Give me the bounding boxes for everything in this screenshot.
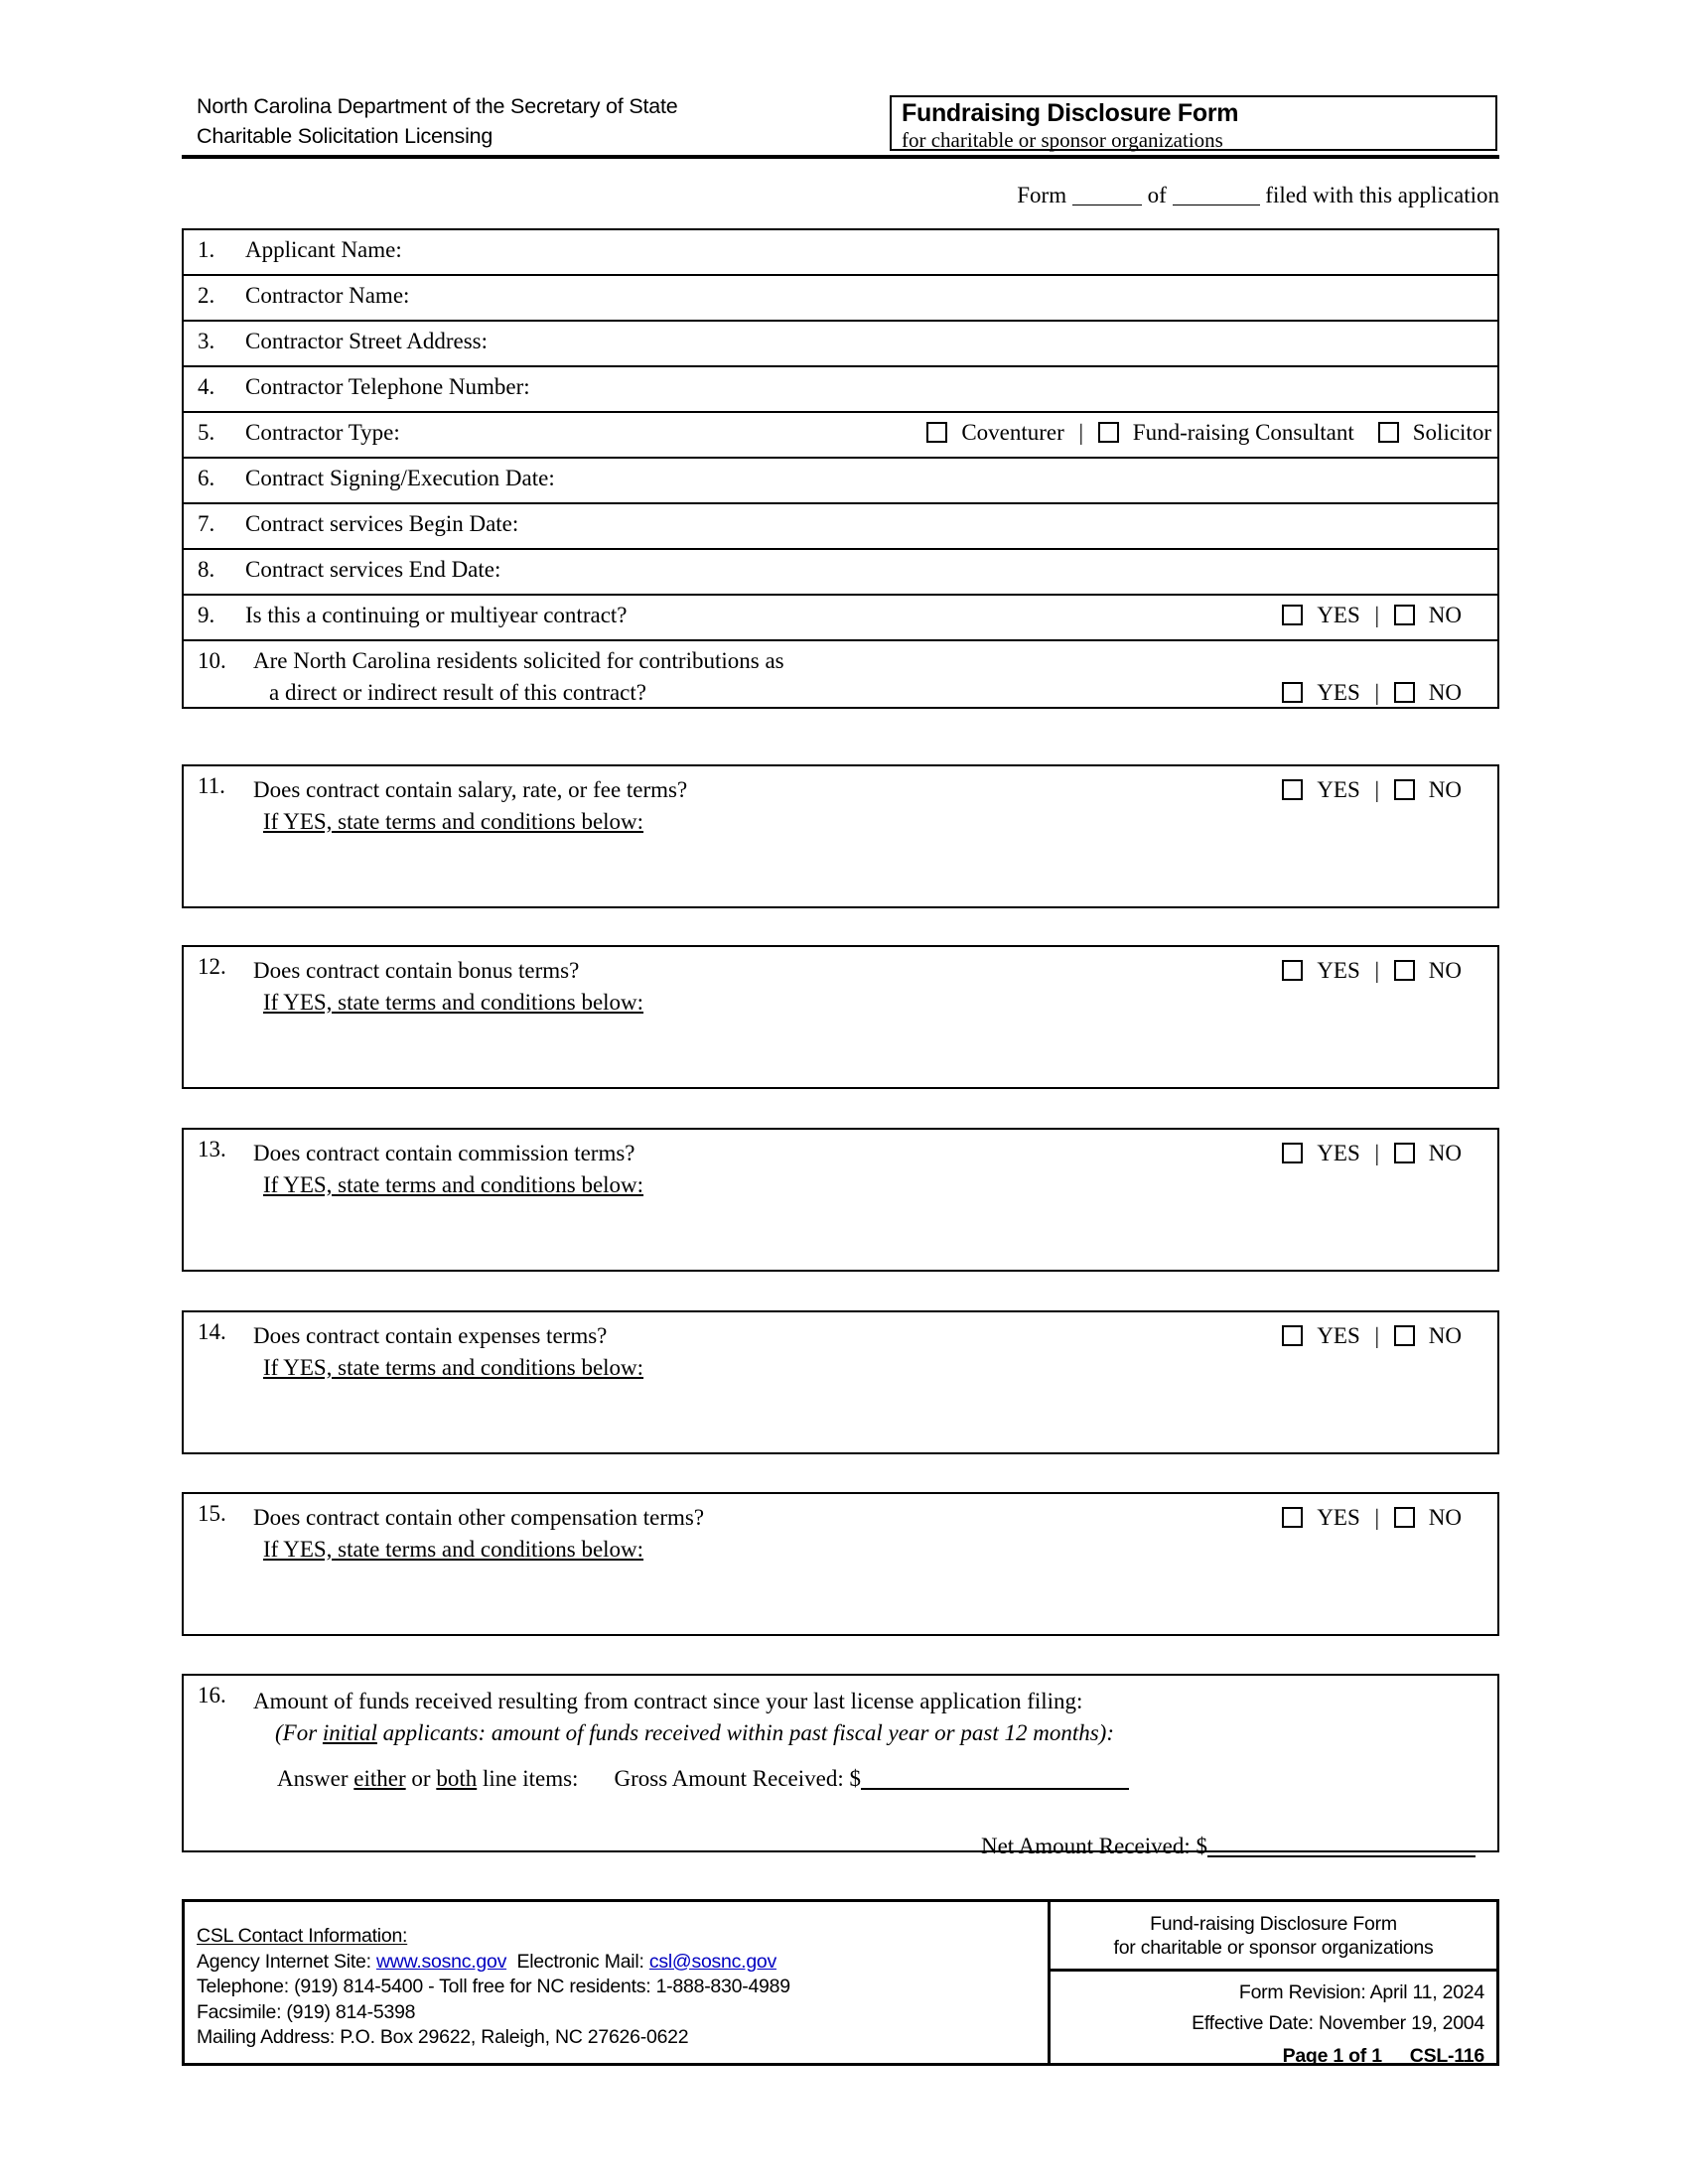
gross-currency-symbol: $ xyxy=(849,1766,861,1791)
row-label: Contractor Name: xyxy=(245,283,410,308)
page-subtitle: for charitable or sponsor organizations xyxy=(902,128,1223,152)
net-amount-input[interactable] xyxy=(1207,1855,1476,1857)
footer-form-title xyxy=(1051,1902,1496,1972)
no-label: NO xyxy=(1428,603,1462,627)
yes-label: YES xyxy=(1317,603,1360,627)
question-instruction: If YES, state terms and conditions below: xyxy=(263,809,644,834)
yes-no-group-q12 xyxy=(1282,955,1462,987)
answer-both: both xyxy=(436,1766,478,1791)
yes-label: YES xyxy=(1317,1141,1360,1165)
form-count-line xyxy=(182,183,1501,208)
yn-separator: | xyxy=(1374,958,1380,983)
question-number: 16. xyxy=(198,1683,226,1707)
no-label: NO xyxy=(1428,958,1462,983)
agency-site-label: Agency Internet Site: xyxy=(197,1950,371,1973)
row-label: Applicant Name: xyxy=(245,237,402,262)
question-instruction: If YES, state terms and conditions below: xyxy=(263,1172,644,1197)
row-contractor-telephone-number[interactable] xyxy=(184,367,1497,413)
row-label: Contractor Telephone Number: xyxy=(245,374,530,399)
funds-note-post: applicants: amount of funds received within past fiscal year or past 12 months): xyxy=(376,1720,1114,1745)
row-contractor-name[interactable] xyxy=(184,276,1497,322)
yes-no-group-q15 xyxy=(1282,1502,1462,1534)
funds-heading-group xyxy=(184,1686,1497,1749)
answer-post: line items: xyxy=(477,1766,579,1791)
agency-identification xyxy=(197,91,882,151)
question-number: 13. xyxy=(198,1137,226,1161)
applicant-contract-details-block xyxy=(182,228,1499,709)
row-contractor-type xyxy=(184,413,1497,459)
checkbox-fund-raising-consultant[interactable] xyxy=(1098,422,1119,443)
gross-amount-input[interactable] xyxy=(861,1788,1129,1790)
checkbox-no[interactable] xyxy=(1394,960,1415,981)
no-label: NO xyxy=(1428,1505,1462,1530)
checkbox-yes[interactable] xyxy=(1282,682,1303,703)
yn-separator: | xyxy=(1374,1323,1380,1348)
agency-internet-line xyxy=(197,1950,1048,1976)
funds-note-pre: (For xyxy=(275,1720,323,1745)
yes-no-group-q9 xyxy=(1282,600,1462,631)
net-amount-row xyxy=(253,1831,1497,1862)
form-revision-panel xyxy=(1051,1972,1496,2072)
row-label: Contract services Begin Date: xyxy=(245,511,519,536)
form-count-prefix: Form xyxy=(1017,183,1067,207)
no-label: NO xyxy=(1428,1141,1462,1165)
answer-area-q15[interactable] xyxy=(184,1573,1497,1634)
gross-amount-row xyxy=(253,1763,1497,1795)
row-nc-residents-solicited xyxy=(184,641,1497,707)
yes-label: YES xyxy=(1317,958,1360,983)
email-link[interactable]: csl@sosnc.gov xyxy=(648,1950,777,1973)
checkbox-no[interactable] xyxy=(1394,1325,1415,1346)
row-label: Contract Signing/Execution Date: xyxy=(245,466,555,490)
answer-instruction xyxy=(253,1763,579,1795)
question-number: 15. xyxy=(198,1501,226,1526)
row-continuing-multiyear-contract xyxy=(184,596,1497,641)
question-text: Does contract contain bonus terms? xyxy=(253,958,580,983)
row-label-line2: a direct or indirect result of this contract? xyxy=(269,680,646,705)
yes-label: YES xyxy=(1317,1323,1360,1348)
question-block-13 xyxy=(182,1128,1499,1272)
question-number: 14. xyxy=(198,1319,226,1344)
form-title-box xyxy=(890,95,1497,151)
mailing-address-line: Mailing Address: P.O. Box 29622, Raleigh, NC 27626-0622 xyxy=(197,2026,689,2048)
checkbox-label-coventurer: Coventurer xyxy=(961,420,1064,445)
question-block-14 xyxy=(182,1310,1499,1454)
question-text: Does contract contain expenses terms? xyxy=(253,1323,608,1348)
row-number: 8. xyxy=(198,557,215,582)
agency-line-2: Charitable Solicitation Licensing xyxy=(197,124,493,148)
checkbox-yes[interactable] xyxy=(1282,1143,1303,1163)
checkbox-solicitor[interactable] xyxy=(1378,422,1399,443)
gross-amount-label: Gross Amount Received: xyxy=(614,1766,844,1791)
form-code: CSL-116 xyxy=(1409,2045,1484,2067)
answer-mid: or xyxy=(405,1766,437,1791)
question-block-12 xyxy=(182,945,1499,1089)
question-text: Does contract contain commission terms? xyxy=(253,1141,635,1165)
yes-no-group-q13 xyxy=(1282,1138,1462,1169)
page-header xyxy=(182,95,1499,159)
checkbox-yes[interactable] xyxy=(1282,1507,1303,1528)
checkbox-label-solicitor: Solicitor xyxy=(1412,420,1491,445)
page-and-code xyxy=(1055,2039,1484,2072)
row-label: Is this a continuing or multiyear contract? xyxy=(245,603,628,627)
footer-form-title-line1: Fund-raising Disclosure Form xyxy=(1150,1913,1397,1935)
form-count-suffix: filed with this application xyxy=(1265,183,1499,207)
row-number: 1. xyxy=(198,237,215,262)
page-title: Fundraising Disclosure Form xyxy=(902,99,1239,127)
yes-no-group-q10 xyxy=(1282,677,1462,709)
agency-line-1: North Carolina Department of the Secretary of State xyxy=(197,94,678,118)
yes-no-group-q14 xyxy=(1282,1320,1462,1352)
page-number: Page 1 of 1 xyxy=(1282,2045,1382,2067)
telephone-line: Telephone: (919) 814-5400 - Toll free for NC residents: 1-888-830-4989 xyxy=(197,1976,790,1997)
checkbox-yes[interactable] xyxy=(1282,1325,1303,1346)
row-label: Contractor Street Address: xyxy=(245,329,489,353)
form-count-middle: of xyxy=(1147,183,1167,207)
question-block-11 xyxy=(182,764,1499,908)
checkbox-no[interactable] xyxy=(1394,605,1415,625)
checkbox-yes[interactable] xyxy=(1282,779,1303,800)
form-identification-panel xyxy=(1051,1902,1496,2067)
yes-no-group-q11 xyxy=(1282,774,1462,806)
question-number: 12. xyxy=(198,954,226,979)
answer-area-q11[interactable] xyxy=(184,846,1497,906)
yn-separator: | xyxy=(1374,1141,1380,1165)
row-label-line1: Are North Carolina residents solicited for contributions as xyxy=(253,648,784,673)
yes-label: YES xyxy=(1317,680,1360,705)
yn-separator: | xyxy=(1374,1505,1380,1530)
footer-form-title-line2: for charitable or sponsor organizations xyxy=(1113,1937,1434,1959)
question-number: 11. xyxy=(198,773,225,798)
question-instruction: If YES, state terms and conditions below: xyxy=(263,990,644,1015)
row-number: 7. xyxy=(198,511,215,536)
row-number: 3. xyxy=(198,329,215,353)
type-separator: | xyxy=(1078,420,1084,445)
checkbox-no[interactable] xyxy=(1394,1507,1415,1528)
no-label: NO xyxy=(1428,1323,1462,1348)
yes-label: YES xyxy=(1317,1505,1360,1530)
row-number: 9. xyxy=(198,603,215,627)
question-instruction: If YES, state terms and conditions below: xyxy=(263,1537,644,1562)
row-label: Contract services End Date: xyxy=(245,557,501,582)
checkbox-no[interactable] xyxy=(1394,1143,1415,1163)
row-contractor-street-address[interactable] xyxy=(184,322,1497,367)
funds-note-emphasis: initial xyxy=(322,1720,377,1745)
checkbox-coventurer[interactable] xyxy=(926,422,947,443)
funds-note xyxy=(253,1717,1497,1749)
question-text: Does contract contain salary, rate, or fee terms? xyxy=(253,777,688,802)
no-label: NO xyxy=(1428,777,1462,802)
no-label: NO xyxy=(1428,680,1462,705)
row-number: 5. xyxy=(198,420,215,445)
contact-information-panel xyxy=(185,1902,1051,2063)
page-footer xyxy=(182,1899,1499,2066)
yn-separator: | xyxy=(1374,777,1380,802)
row-contract-signing-execution-date[interactable] xyxy=(184,459,1497,504)
email-label: Electronic Mail: xyxy=(516,1950,644,1973)
funds-heading: Amount of funds received resulting from contract since your last license application filing: xyxy=(253,1689,1083,1713)
row-number: 4. xyxy=(198,374,215,399)
row-number: 10. xyxy=(198,648,226,673)
net-currency-symbol: $ xyxy=(1196,1834,1207,1858)
question-block-16 xyxy=(182,1674,1499,1858)
contractor-type-options xyxy=(926,417,1491,449)
agency-site-link[interactable]: www.sosnc.gov xyxy=(375,1950,507,1973)
checkbox-yes[interactable] xyxy=(1282,960,1303,981)
question-block-15 xyxy=(182,1492,1499,1636)
row-number: 6. xyxy=(198,466,215,490)
yes-label: YES xyxy=(1317,777,1360,802)
row-applicant-name[interactable] xyxy=(184,230,1497,276)
contact-heading: CSL Contact Information: xyxy=(197,1925,408,1947)
form-revision: Form Revision: April 11, 2024 xyxy=(1238,1981,1484,2003)
row-label: Contractor Type: xyxy=(245,420,400,445)
checkbox-no[interactable] xyxy=(1394,779,1415,800)
net-amount-label: Net Amount Received: xyxy=(980,1834,1191,1858)
row-number: 2. xyxy=(198,283,215,308)
checkbox-no[interactable] xyxy=(1394,682,1415,703)
yn-separator: | xyxy=(1374,603,1380,627)
checkbox-label-fund-raising-consultant: Fund-raising Consultant xyxy=(1132,420,1354,445)
yn-separator: | xyxy=(1374,680,1380,705)
row-contract-services-begin-date[interactable] xyxy=(184,504,1497,550)
row-contract-services-end-date[interactable] xyxy=(184,550,1497,596)
question-instruction: If YES, state terms and conditions below: xyxy=(263,1355,644,1380)
answer-area-q12[interactable] xyxy=(184,1026,1497,1087)
answer-either: either xyxy=(353,1766,406,1791)
effective-date: Effective Date: November 19, 2004 xyxy=(1192,2012,1484,2034)
question-text: Does contract contain other compensation terms? xyxy=(253,1505,705,1530)
answer-area-q14[interactable] xyxy=(184,1392,1497,1452)
facsimile-line: Facsimile: (919) 814-5398 xyxy=(197,2000,416,2023)
answer-area-q13[interactable] xyxy=(184,1209,1497,1270)
answer-pre: Answer xyxy=(277,1766,354,1791)
checkbox-yes[interactable] xyxy=(1282,605,1303,625)
